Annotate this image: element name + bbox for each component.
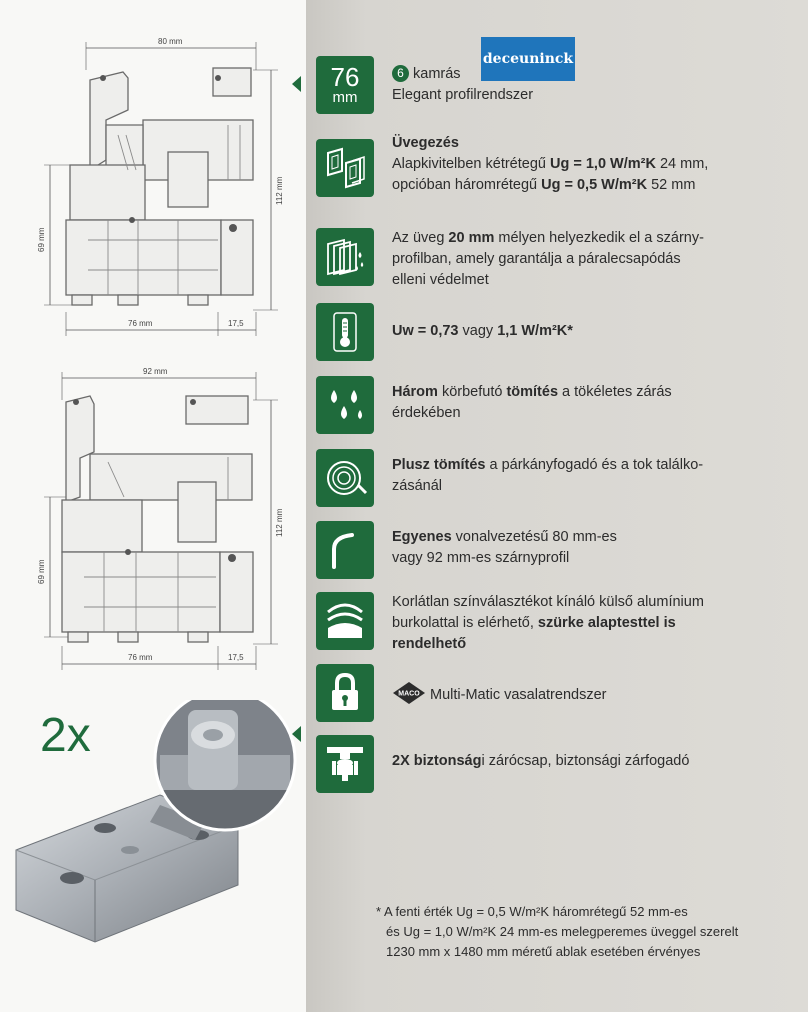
height-dimension-label: 112 mm bbox=[275, 176, 284, 205]
chambers-count-badge: 6 bbox=[392, 65, 409, 82]
profile-depth-number: 76 bbox=[330, 62, 360, 92]
feature-glazing bbox=[316, 133, 798, 203]
aluminium-line1: Korlátlan színválasztékot kínáló külső alumínium bbox=[392, 594, 704, 610]
padlock-icon bbox=[316, 664, 374, 722]
chambers-label: kamrás bbox=[413, 66, 461, 82]
thermometer-icon bbox=[316, 303, 374, 361]
bottom-left-dimension-label: 76 mm bbox=[128, 319, 153, 328]
footnote-line1: * A fenti érték Ug = 0,5 W/m²K háromrétegű 52 mm-es bbox=[376, 904, 688, 919]
feature-uw-value bbox=[316, 303, 798, 361]
multiplier-label: 2x bbox=[40, 709, 91, 762]
pointer-triangle-icon bbox=[292, 76, 301, 92]
glazing-line1-text: Alapkivitelben kétrétegű bbox=[392, 156, 550, 172]
security-lock-plate-image bbox=[10, 700, 300, 950]
glass-depth-line2: profilban, amely garantálja a páralecsapódás bbox=[392, 251, 681, 267]
glass-depth-text-a: Az üveg bbox=[392, 230, 449, 246]
glazing-line1-suffix: 24 mm, bbox=[655, 156, 709, 172]
maco-logo bbox=[392, 681, 426, 705]
bottom-right-dimension-label: 17,5 bbox=[228, 319, 244, 328]
glazing-ug-triple: Ug = 0,5 W/m²K bbox=[541, 177, 648, 193]
straight-keyword: Egyenes bbox=[392, 529, 452, 545]
bottom-left-dimension-label: 76 mm bbox=[128, 653, 153, 662]
uw-or-text: vagy bbox=[458, 323, 498, 339]
plus-seal-line2: zásánál bbox=[392, 478, 442, 494]
left-height-dimension-label: 69 mm bbox=[37, 559, 46, 584]
aluminium-grey-body: szürke alaptesttel is bbox=[537, 615, 676, 631]
left-height-dimension-label: 69 mm bbox=[37, 227, 46, 252]
curved-line-icon bbox=[316, 521, 374, 579]
plus-seal-text-b: a párkányfogadó és a tok találko- bbox=[485, 457, 704, 473]
bottom-right-dimension-label: 17,5 bbox=[228, 653, 244, 662]
glass-depth-line3: elleni védelmet bbox=[392, 272, 489, 288]
feature-hardware bbox=[316, 664, 798, 722]
pointer-triangle-icon bbox=[292, 726, 301, 742]
glazing-line2-text: opcióban háromrétegű bbox=[392, 177, 542, 193]
feature-plus-seal bbox=[316, 449, 798, 507]
seal-tape-roll-icon bbox=[316, 449, 374, 507]
glazing-line2-suffix: 52 mm bbox=[647, 177, 696, 193]
feature-security bbox=[316, 735, 798, 793]
profile-depth-unit: mm bbox=[332, 89, 358, 106]
uw-value-high: 1,1 W/m²K* bbox=[497, 323, 573, 339]
seals-keyword: tömítés bbox=[506, 384, 559, 400]
profile-system-name: Elegant profilrendszer bbox=[392, 87, 534, 103]
aluminium-cladding-icon bbox=[316, 592, 374, 650]
straight-text-b: vonalvezetésű 80 mm-es bbox=[451, 529, 617, 545]
uw-value-low: Uw = 0,73 bbox=[392, 323, 459, 339]
feature-aluminium-cladding bbox=[316, 592, 798, 656]
aluminium-line2-text: burkolattal is elérhető, bbox=[392, 615, 538, 631]
height-dimension-label: 112 mm bbox=[275, 508, 284, 537]
seals-line2: érdekében bbox=[392, 405, 461, 421]
straight-line2: vagy 92 mm-es szárnyprofil bbox=[392, 550, 570, 566]
deceuninck-logo: deceuninck bbox=[481, 37, 575, 81]
glazing-ug-double: Ug = 1,0 W/m²K bbox=[550, 156, 656, 172]
lock-bolt-icon bbox=[316, 735, 374, 793]
width-dimension-label: 92 mm bbox=[143, 367, 168, 376]
seals-text-d: a tökéletes zárás bbox=[558, 384, 672, 400]
glass-depth-value: 20 mm bbox=[448, 230, 495, 246]
seals-count: Három bbox=[392, 384, 438, 400]
maco-logo-text: MACO bbox=[398, 690, 420, 698]
profile-cross-section-92mm bbox=[28, 362, 288, 672]
water-drops-icon bbox=[316, 376, 374, 434]
feature-straight-profile bbox=[316, 521, 798, 579]
footnote bbox=[376, 902, 738, 962]
plus-seal-keyword: Plusz tömítés bbox=[392, 457, 486, 473]
profile-cross-section-80mm bbox=[28, 30, 288, 340]
profile-depth-badge bbox=[316, 56, 374, 114]
glazing-panes-icon bbox=[316, 139, 374, 197]
width-dimension-label: 80 mm bbox=[158, 37, 183, 46]
aluminium-line3: rendelhető bbox=[392, 636, 467, 652]
footnote-line2: és Ug = 1,0 W/m²K 24 mm-es melegperemes üveggel szerelt bbox=[386, 924, 739, 939]
feature-seals bbox=[316, 376, 798, 434]
hardware-system-name: Multi-Matic vasalatrendszer bbox=[430, 687, 607, 703]
security-keyword: 2X biztonság bbox=[392, 753, 482, 769]
seals-text-b: körbefutó bbox=[437, 384, 507, 400]
feature-glass-depth bbox=[316, 228, 798, 294]
footnote-line3: 1230 mm x 1480 mm méretű ablak esetében érvényes bbox=[386, 944, 701, 959]
technical-drawings-panel bbox=[0, 0, 306, 1012]
glazing-heading: Üvegezés bbox=[392, 135, 459, 151]
feature-profile-depth bbox=[316, 56, 798, 114]
security-text-b: i zárócsap, biztonsági zárfogadó bbox=[481, 753, 690, 769]
glass-depth-text-c: mélyen helyezkedik el a szárny- bbox=[494, 230, 704, 246]
condensation-glass-icon bbox=[316, 228, 374, 286]
